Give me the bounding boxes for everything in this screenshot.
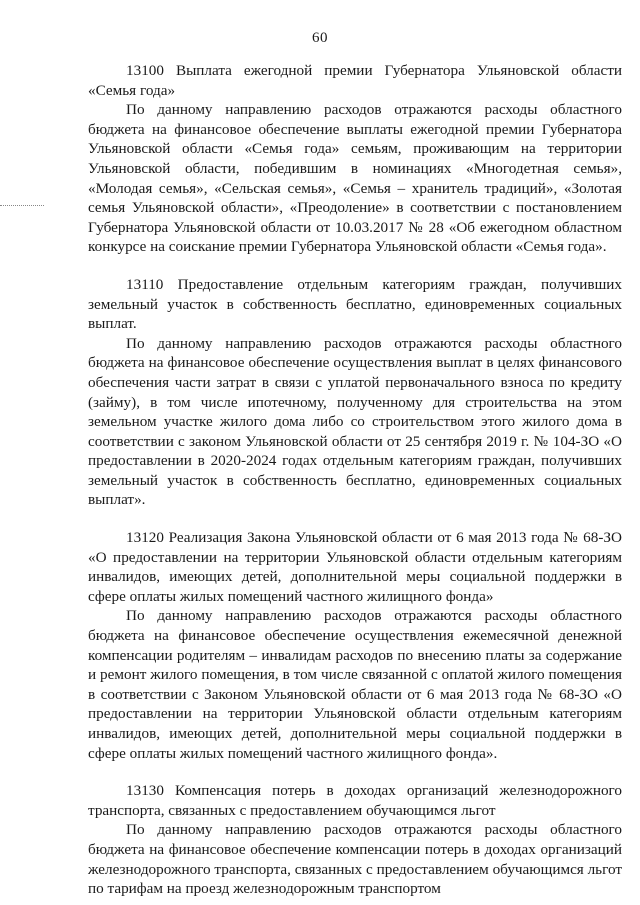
section-13110: [88, 275, 622, 510]
section-heading: 13120 Реализация Закона Ульяновской области от 6 мая 2013 года № 68-ЗО «О предоставлении на территории Ульяновской области отдельным категориям инвалидов, имеющих детей, дополнительной меры социальной поддержки в сфере оплаты жилых помещений частного жилищного фонда»: [88, 529, 622, 605]
section-body: По данному направлению расходов отражаются расходы областного бюджета на финансовое обеспечение осуществления ежемесячной денежной компенсации родителям – инвалидам расходов по внесению платы за содержание и ремонт жилого помещения, в том числе связанной с оплатой жилого помещения в соответствии с Законом Ульяновской области от 6 мая 2013 года № 68-ЗО «О предоставлении на территории Ульяновской области отдельным категориям инвалидов, имеющих детей, дополнительной меры социальной поддержки в сфере оплаты жилых помещений частного жилищного фонда».: [88, 607, 622, 762]
section-13100: [88, 61, 622, 257]
section-heading: 13110 Предоставление отдельным категориям граждан, получивших земельный участок в собственность бесплатно, единовременных социальных выплат.: [88, 275, 622, 333]
section-heading: 13100 Выплата ежегодной премии Губернатора Ульяновской области «Семья года»: [88, 62, 622, 99]
section-body: По данному направлению расходов отражаются расходы областного бюджета на финансовое обеспечение компенсации потерь в доходах организаций железнодорожного транспорта, связанных с предоставлением обучающимся льгот по тарифам на проезд железнодорожным транспортом: [88, 821, 622, 898]
section-13130: [88, 781, 622, 899]
section-body: По данному направлению расходов отражаются расходы областного бюджета на финансовое обеспечение осуществления выплат в целях финансового обеспечения части затрат в связи с уплатой первоначального взноса по кредиту (займу), в том числе ипотечному, полученному для строительства на этом земельном участке жилого дома либо со строительством этого жилого дома в соответствии с законом Ульяновской области от 25 сентября 2019 г. № 104-ЗО «О предоставлении в 2020-2024 годах отдельным категориям граждан, получивших земельный участок в собственность бесплатно, единовременных социальных выплат».: [88, 334, 622, 509]
section-13120: [88, 528, 622, 763]
page-number: 60: [312, 30, 328, 46]
scan-artifact-dotted-line: [0, 205, 44, 206]
section-body: По данному направлению расходов отражаются расходы областного бюджета на финансовое обеспечение выплаты ежегодной премии Губернатора Ульяновской области «Семья года» семьям, проживающим на территории Ульяновской области, победившим в номинациях «Многодетная семья», «Молодая семья», «Сельская семья», «Семья – хранитель традиций», «Золотая семья Ульяновской области», «Преодоление» в соответствии с постановлением Губернатора Ульяновской области от 10.03.2017 № 28 «Об ежегодном областном конкурсе на соискание премии Губернатора Ульяновской области «Семья года».: [88, 101, 622, 256]
section-heading: 13130 Компенсация потерь в доходах организаций железнодорожного транспорта, связанных с предоставлением обучающимся льгот: [88, 782, 622, 819]
